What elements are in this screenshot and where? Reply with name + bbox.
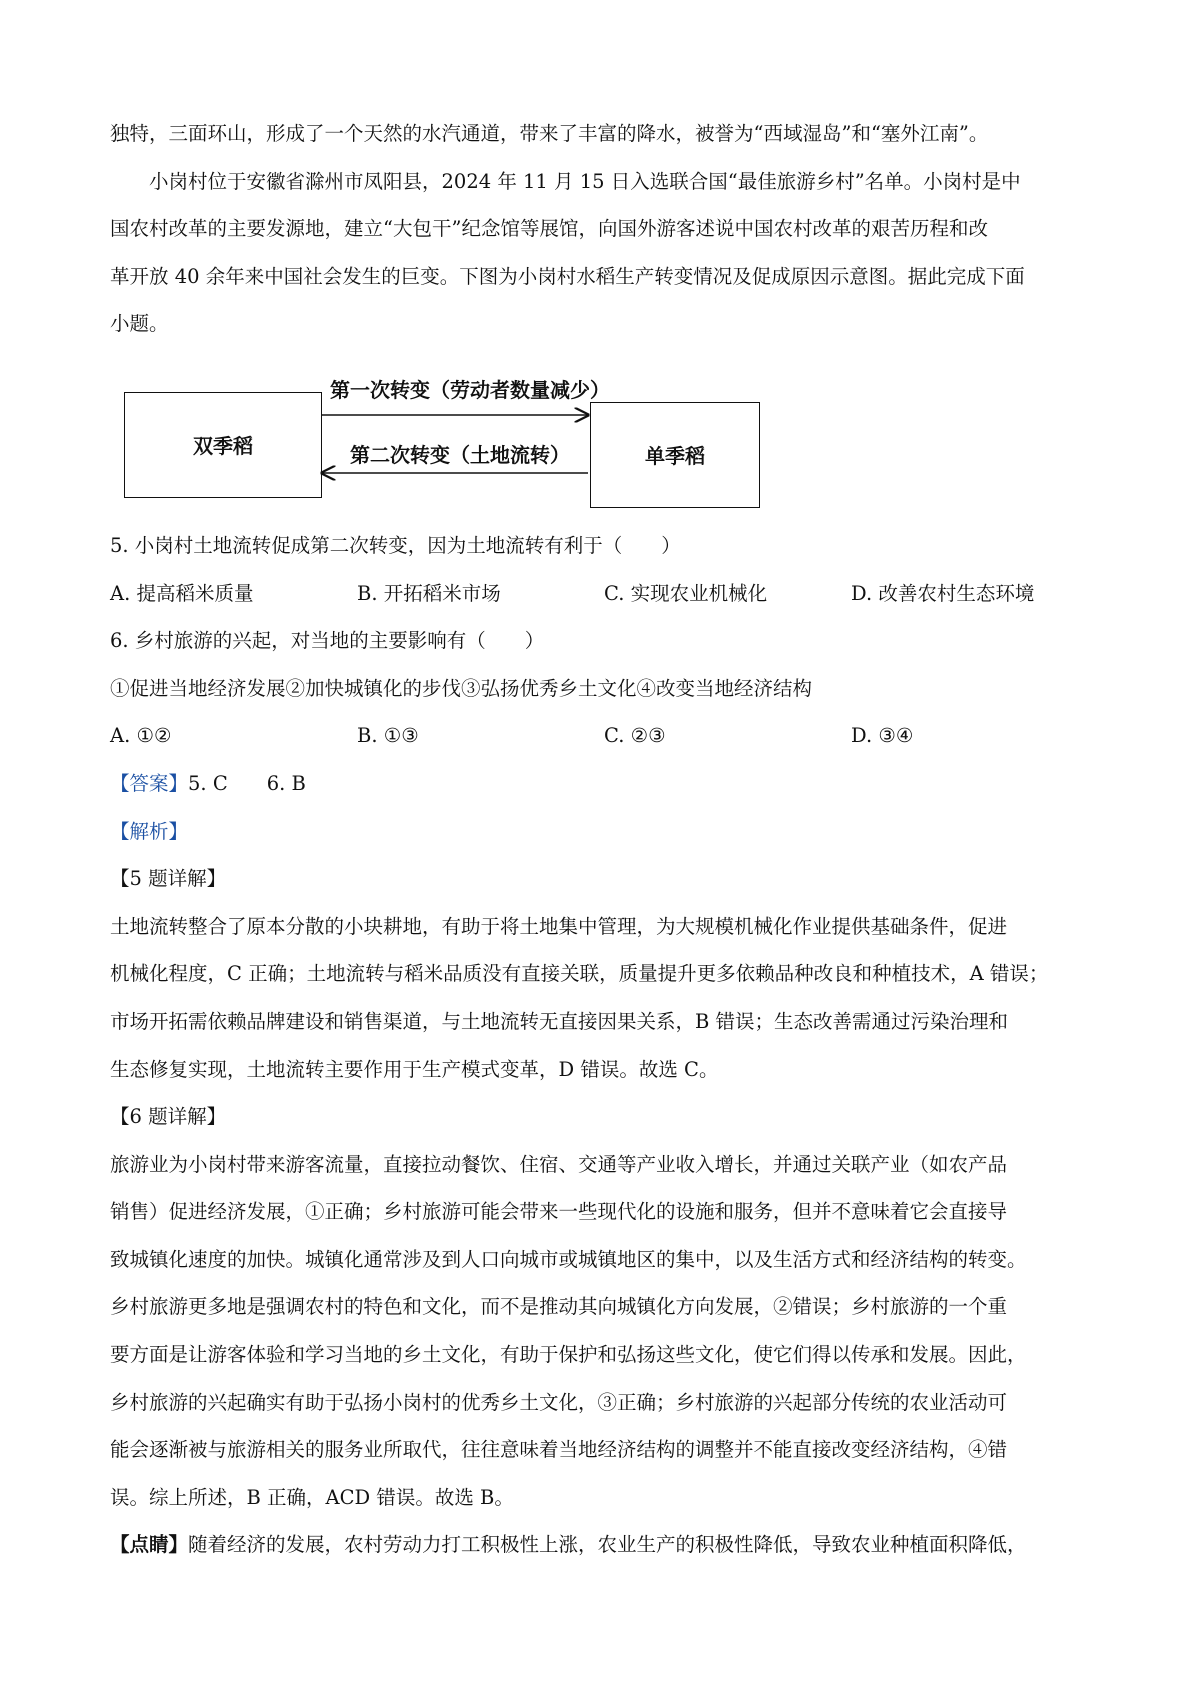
intro-paragraph-line: 革开放 40 余年来中国社会发生的巨变。下图为小岗村水稻生产转变情况及促成原因示意图。据此完成下面 <box>110 264 1025 288</box>
detail-6-line: 致城镇化速度的加快。城镇化通常涉及到人口向城市或城镇地区的集中，以及生活方式和经济结构的转变。 <box>110 1247 1027 1271</box>
question-5-stem: 5. 小岗村土地流转促成第二次转变，因为土地流转有利于（ ） <box>110 533 681 557</box>
question-6-options <box>110 712 1100 760</box>
intro-paragraph-line: 小题。 <box>110 312 169 336</box>
option-b: B. ①③ <box>357 724 419 748</box>
detail-5-line: 机械化程度，C 正确；土地流转与稻米品质没有直接关联，质量提升更多依赖品种改良和种植技术，A 错误； <box>110 962 1049 986</box>
intro-paragraph-line: 小岗村位于安徽省滁州市凤阳县，2024 年 11 月 15 日入选联合国“最佳旅游乡村”名单。小岗村是中 <box>149 169 1021 193</box>
analysis-heading <box>110 808 1100 856</box>
rice-transition-diagram <box>110 356 1100 516</box>
tip-tag: 【点睛】 <box>110 1533 189 1557</box>
double-season-rice-box: 双季稻 <box>124 392 322 498</box>
option-d: D. 改善农村生态环境 <box>851 581 1035 605</box>
option-a: A. ①② <box>110 724 172 748</box>
detail-5-line: 土地流转整合了原本分散的小块耕地，有助于将土地集中管理，为大规模机械化作业提供基础条件，促进 <box>110 914 1008 938</box>
detail-6-line: 销售）促进经济发展，①正确；乡村旅游可能会带来一些现代化的设施和服务，但并不意味着它会直接导 <box>110 1200 1008 1224</box>
detail-6-line: 误。综上所述，B 正确，ACD 错误。故选 B。 <box>110 1485 514 1509</box>
question-5-options <box>110 570 1100 618</box>
tip-line <box>110 1521 1100 1569</box>
intro-line: 独特，三面环山，形成了一个天然的水汽通道，带来了丰富的降水，被誉为“西域湿岛”和“塞外江南”。 <box>110 122 989 145</box>
detail-6-line: 能会逐渐被与旅游相关的服务业所取代，往往意味着当地经济结构的调整并不能直接改变经济结构，④错 <box>110 1438 1008 1462</box>
question-6-items: ①促进当地经济发展②加快城镇化的步伐③弘扬优秀乡土文化④改变当地经济结构 <box>110 676 813 700</box>
detail-5-line: 生态修复实现，土地流转主要作用于生产模式变革，D 错误。故选 C。 <box>110 1057 719 1081</box>
detail-6-line: 乡村旅游更多地是强调农村的特色和文化，而不是推动其向城镇化方向发展，②错误；乡村旅游的一个重 <box>110 1295 1008 1319</box>
first-transition-label: 第一次转变（劳动者数量减少） <box>330 377 610 402</box>
question-6-stem: 6. 乡村旅游的兴起，对当地的主要影响有（ ） <box>110 629 545 653</box>
option-c: C. 实现农业机械化 <box>604 581 768 605</box>
option-c: C. ②③ <box>604 724 666 748</box>
detail-6-line: 旅游业为小岗村带来游客流量，直接拉动餐饮、住宿、交通等产业收入增长，并通过关联产业（如农产品 <box>110 1152 1008 1176</box>
analysis-tag: 【解析】 <box>110 819 189 843</box>
answer-line <box>110 760 1100 808</box>
intro-paragraph-line: 国农村改革的主要发源地，建立“大包干”纪念馆等展馆，向国外游客述说中国农村改革的艰苦历程和改 <box>110 217 988 241</box>
detail-5-line: 市场开拓需依赖品牌建设和销售渠道，与土地流转无直接因果关系，B 错误；生态改善需通过污染治理和 <box>110 1009 1009 1033</box>
detail-6-line: 乡村旅游的兴起确实有助于弘扬小岗村的优秀乡土文化，③正确；乡村旅游的兴起部分传统的农业活动可 <box>110 1390 1008 1414</box>
option-a: A. 提高稻米质量 <box>110 581 254 605</box>
option-b: B. 开拓稻米市场 <box>357 581 501 605</box>
tip-text: 随着经济的发展，农村劳动力打工积极性上涨，农业生产的积极性降低，导致农业种植面积降低， <box>188 1533 1027 1557</box>
detail-6-heading: 【6 题详解】 <box>110 1105 227 1129</box>
detail-5-heading: 【5 题详解】 <box>110 867 227 891</box>
second-transition-label: 第二次转变（土地流转） <box>350 442 570 467</box>
document-page <box>110 110 1100 1569</box>
detail-6-line: 要方面是让游客体验和学习当地的乡土文化，有助于保护和弘扬这些文化，使它们得以传承和发展。因此， <box>110 1343 1027 1367</box>
answer-text: 5. C 6. B <box>188 771 306 795</box>
option-d: D. ③④ <box>851 724 914 748</box>
answer-tag: 【答案】 <box>110 771 189 795</box>
single-season-rice-box: 单季稻 <box>590 402 760 508</box>
